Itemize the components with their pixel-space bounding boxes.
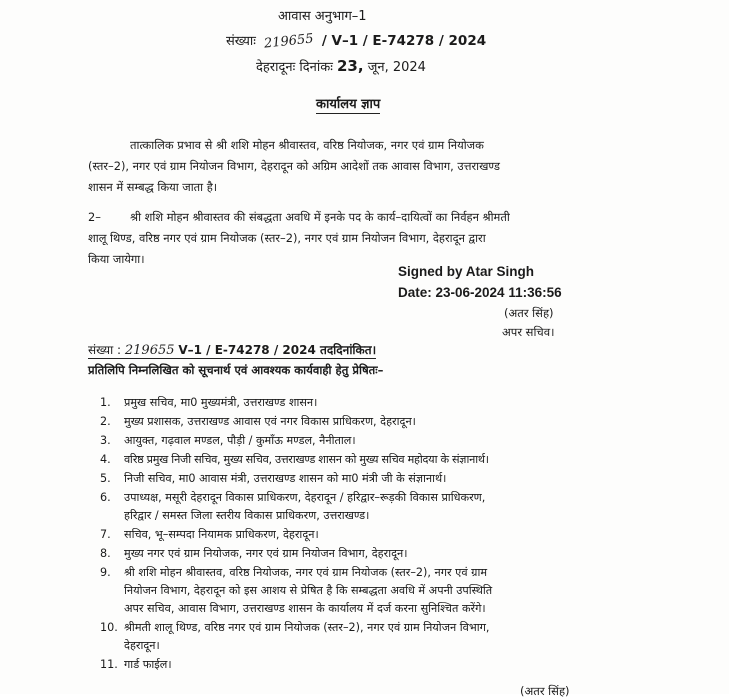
list-item-continuation: अपर सचिव, आवास विभाग, उत्तराखण्ड शासन के कार्यालय में दर्ज करना सुनिश्चित करेंगे।	[124, 602, 486, 615]
place-date-label: देहरादूनः दिनांकः	[256, 60, 333, 75]
handwritten-number: 219655	[263, 31, 315, 52]
copy-ref-handwritten: 219655	[124, 343, 175, 358]
signatory-designation: अपर सचिव।	[502, 325, 555, 339]
list-item: 10. श्रीमती शालू थिण्ड, वरिष्ठ नगर एवं ग्राम नियोजक (स्तर–2), नगर एवं ग्राम नियोजन विभाग,	[100, 621, 490, 634]
para1-line2: (स्तर–2), नगर एवं ग्राम नियोजन विभाग, देहरादून को अग्रिम आदेशों तक आवास विभाग, उत्तराखण्ड	[88, 159, 500, 173]
list-item-continuation: हरिद्वार / समस्त जिला स्तरीय विकास प्राधिकरण, उत्तराखण्ड।	[124, 509, 370, 522]
list-item: 3. आयुक्त, गढ़वाल मण्डल, पौड़ी / कुमाँऊ मण्डल, नैनीताल।	[100, 434, 356, 447]
section-heading: आवास अनुभाग–1	[278, 9, 367, 24]
para2-line1: श्री शशि मोहन श्रीवास्तव की संबद्धता अवधि में इनके पद के कार्य–दायित्वों का निर्वहन श्रीमती	[130, 210, 510, 224]
copy-intro: प्रतिलिपि निम्नलिखित को सूचनार्थ एवं आवश्यक कार्यवाही हेतु प्रेषितः–	[88, 363, 384, 377]
file-number: / V–1 / E-74278 / 2024	[321, 33, 487, 49]
list-item: 7. सचिव, भू–सम्पदा नियामक प्राधिकरण, देहरादून।	[100, 528, 319, 541]
list-item: 6. उपाध्यक्ष, मसूरी देहरादून विकास प्राधिकरण, देहरादून / हरिद्वार–रूड़की विकास प्राधिकरण,	[100, 491, 486, 504]
para2-line3: किया जायेगा।	[88, 252, 145, 266]
list-item: 5. निजी सचिव, मा0 आवास मंत्री, उत्तराखण्ड शासन को मा0 मंत्री जी के संज्ञानार्थ।	[100, 472, 447, 485]
list-item: 4. वरिष्ठ प्रमुख निजी सचिव, मुख्य सचिव, उत्तराखण्ड शासन को मुख्य सचिव महोदया के संज्ञानार्थ।	[100, 453, 489, 466]
date-rest: जून, 2024	[367, 60, 426, 75]
para2-line2: शालू थिण्ड, वरिष्ठ नगर एवं ग्राम नियोजक (स्तर–2), नगर एवं ग्राम नियोजन विभाग, देहरादून द्वारा	[88, 231, 486, 245]
place-date	[256, 57, 426, 75]
para2-number: 2–	[88, 210, 101, 224]
list-item-continuation: नियोजन विभाग, देहरादून को इस आशय से प्रेषित है कि सम्बद्धता अवधि में अपनी उपस्थिति	[124, 584, 493, 597]
date-day: 23,	[336, 57, 364, 75]
list-item: 1. प्रमुख सचिव, मा0 मुख्यमंत्री, उत्तराखण्ड शासन।	[100, 396, 318, 409]
list-item: 11. गार्ड फाईल।	[100, 658, 172, 671]
list-item-continuation: देहरादून।	[124, 639, 160, 652]
copy-reference	[88, 343, 376, 359]
signatory-name: (अतर सिंह)	[504, 306, 554, 320]
signed-date: Date: 23-06-2024 11:36:56	[398, 285, 562, 300]
para1-line3: शासन में सम्बद्ध किया जाता है।	[88, 180, 218, 194]
para1-line1: तात्कालिक प्रभाव से श्री शशि मोहन श्रीवास्तव, वरिष्ठ नियोजक, नगर एवं ग्राम नियोजक	[130, 138, 484, 152]
copy-ref-label: संख्या :	[88, 343, 122, 357]
reference-number	[226, 31, 487, 52]
list-item: 9. श्री शशि मोहन श्रीवास्तव, वरिष्ठ नियोजक, नगर एवं ग्राम नियोजक (स्तर–2), नगर एवं ग्राम	[100, 566, 488, 579]
signed-by: Signed by Atar Singh	[398, 264, 535, 279]
number-label: संख्याः	[226, 34, 256, 49]
footer-fragment: (अतर सिंह)	[520, 684, 570, 698]
list-item: 2. मुख्य प्रशासक, उत्तराखण्ड आवास एवं नगर विकास प्राधिकरण, देहरादून।	[100, 415, 416, 428]
list-item: 8. मुख्य नगर एवं ग्राम नियोजक, नगर एवं ग्राम नियोजन विभाग, देहरादून।	[100, 547, 408, 560]
copy-ref-number: V–1 / E-74278 / 2024 तददिनांकित।	[178, 343, 377, 357]
page-title: कार्यालय ज्ञाप	[316, 97, 381, 112]
